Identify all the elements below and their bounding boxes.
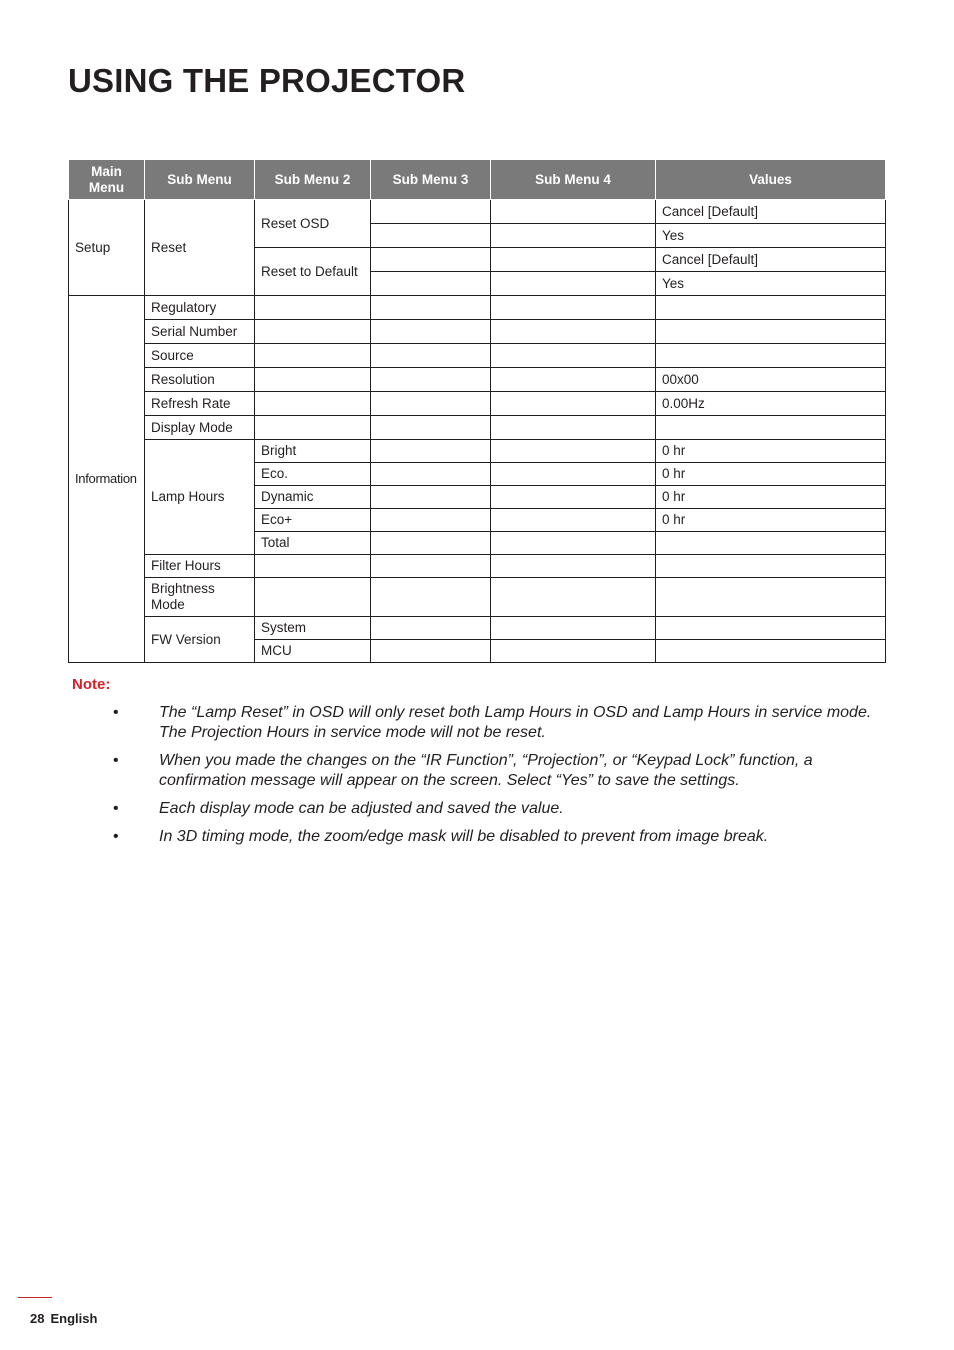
table-row — [69, 440, 886, 463]
table-row — [69, 392, 886, 416]
note-text: In 3D timing mode, the zoom/edge mask will be disabled to prevent from image break. — [159, 828, 769, 845]
sub-menu-brightness-mode: Brightness Mode — [145, 578, 255, 617]
sub-menu-regulatory: Regulatory — [145, 296, 255, 320]
page-number: 28 — [30, 1311, 45, 1326]
sub-menu-2-mcu: MCU — [255, 640, 371, 663]
sub-menu-display-mode: Display Mode — [145, 416, 255, 440]
value-cell: Yes — [656, 272, 886, 296]
sub-menu-2-system: System — [255, 617, 371, 640]
value-cell: 0 hr — [656, 463, 886, 486]
page-title: USING THE PROJECTOR — [68, 62, 466, 99]
bullet: • — [113, 752, 119, 769]
list-item — [0, 827, 954, 847]
bullet: • — [113, 704, 119, 721]
value-cell: 0 hr — [656, 486, 886, 509]
header-sub-menu: Sub Menu — [145, 160, 255, 200]
menu-table — [68, 159, 886, 663]
table-row — [69, 578, 886, 617]
header-sub-menu-4: Sub Menu 4 — [491, 160, 656, 200]
header-sub-menu-3: Sub Menu 3 — [371, 160, 491, 200]
note-list — [0, 703, 954, 847]
sub-menu-reset: Reset — [145, 200, 255, 296]
list-item — [0, 799, 954, 819]
sub-menu-refresh-rate: Refresh Rate — [145, 392, 255, 416]
sub-menu-2-eco-plus: Eco+ — [255, 509, 371, 532]
list-item — [0, 751, 954, 791]
value-cell — [656, 532, 886, 555]
footer-divider — [18, 1297, 52, 1298]
sub-menu-2-eco: Eco. — [255, 463, 371, 486]
table-row — [69, 416, 886, 440]
bullet: • — [113, 800, 119, 817]
value-cell: 0 hr — [656, 440, 886, 463]
table-row — [69, 555, 886, 578]
value-cell: 00x00 — [656, 368, 886, 392]
sub-menu-2-reset-default: Reset to Default — [255, 248, 371, 296]
value-cell: 0.00Hz — [656, 392, 886, 416]
table-row — [69, 296, 886, 320]
note-text: The “Lamp Reset” in OSD will only reset both Lamp Hours in OSD and Lamp Hours in service mode. The Projection Hours in service mode will not be reset. — [159, 704, 872, 741]
sub-menu-serial-number: Serial Number — [145, 320, 255, 344]
main-menu-information: Information — [69, 296, 145, 663]
sub-menu-filter-hours: Filter Hours — [145, 555, 255, 578]
note-text: When you made the changes on the “IR Function”, “Projection”, or “Keypad Lock” function, a confirmation message will appear on the screen. Select “Yes” to save the settings. — [159, 752, 813, 789]
table-row — [69, 617, 886, 640]
list-item — [0, 703, 954, 743]
table-row — [69, 368, 886, 392]
value-cell: 0 hr — [656, 509, 886, 532]
header-main-menu: Main Menu — [69, 160, 145, 200]
footer-language: English — [50, 1311, 98, 1326]
sub-menu-2-bright: Bright — [255, 440, 371, 463]
sub-menu-2-dynamic: Dynamic — [255, 486, 371, 509]
sub-menu-source: Source — [145, 344, 255, 368]
sub-menu-2-total: Total — [255, 532, 371, 555]
table-row — [69, 200, 886, 224]
header-values: Values — [656, 160, 886, 200]
sub-menu-fw-version: FW Version — [145, 617, 255, 663]
main-menu-setup: Setup — [69, 200, 145, 296]
sub-menu-resolution: Resolution — [145, 368, 255, 392]
value-cell: Cancel [Default] — [656, 248, 886, 272]
header-sub-menu-2: Sub Menu 2 — [255, 160, 371, 200]
table-row — [69, 320, 886, 344]
note-text: Each display mode can be adjusted and saved the value. — [159, 800, 564, 817]
sub-menu-2-reset-osd: Reset OSD — [255, 200, 371, 248]
value-cell: Yes — [656, 224, 886, 248]
value-cell: Cancel [Default] — [656, 200, 886, 224]
bullet: • — [113, 828, 119, 845]
note-label: Note: — [72, 676, 111, 693]
table-header-row — [69, 160, 886, 200]
footer — [30, 1311, 97, 1326]
table-row — [69, 344, 886, 368]
sub-menu-lamp-hours: Lamp Hours — [145, 440, 255, 555]
